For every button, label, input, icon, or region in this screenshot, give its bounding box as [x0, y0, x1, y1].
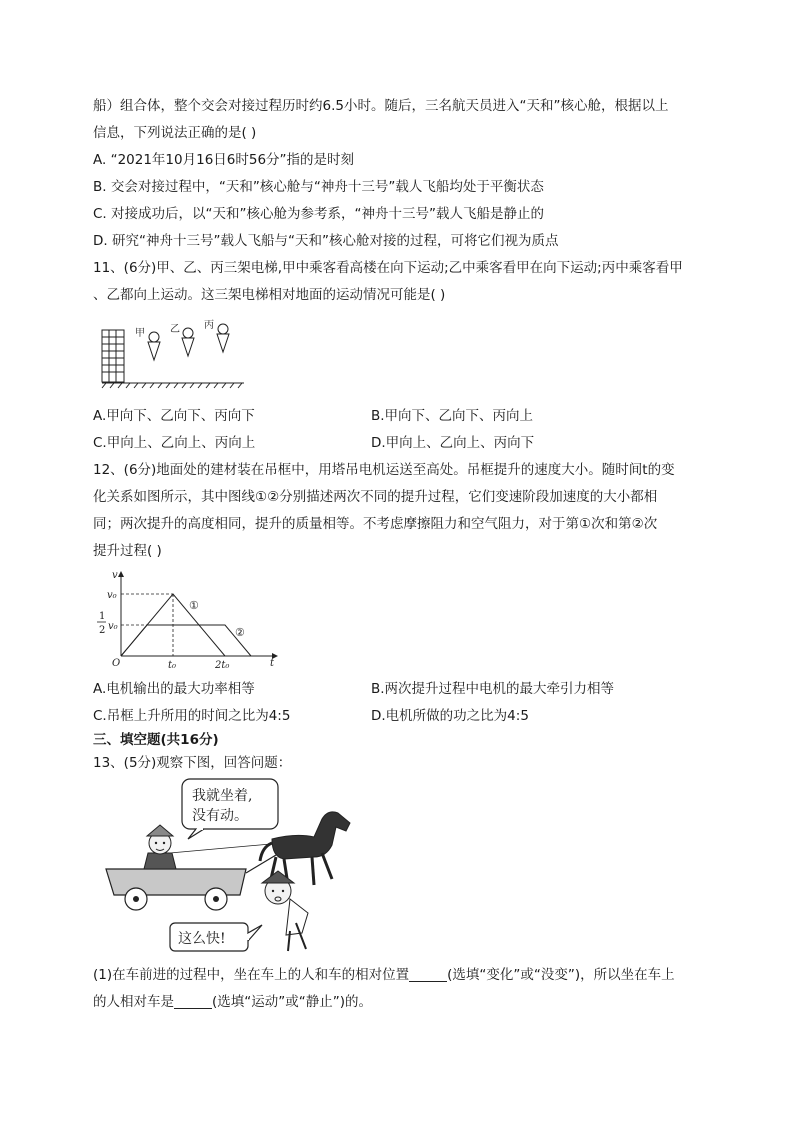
q12-option-a: A.电机输出的最大功率相等	[93, 681, 255, 697]
bubble-top-line1: 我就坐着,	[192, 788, 253, 804]
q11-stem-line2: 、乙都向上运动。这三架电梯相对地面的运动情况可能是( )	[93, 287, 446, 303]
q13-cartoon	[100, 773, 360, 958]
q10-option-b: B. 交会对接过程中，“天和”核心舱与“神舟十三号”载人飞船均处于平衡状态	[93, 179, 544, 195]
curve-2-label: ②	[235, 626, 245, 639]
label-yi: 乙	[170, 324, 180, 335]
q12-stem-line3: 同；两次提升的高度相同，提升的质量相等。不考虑摩擦阻力和空气阻力，对于第①次和第②次	[93, 516, 658, 532]
half-denominator: 2	[99, 625, 106, 636]
bubble-bottom-text: 这么快!	[178, 931, 226, 947]
q10-option-d: D. 研究“神舟十三号”载人飞船与“天和”核心舱对接的过程，可将它们视为质点	[93, 233, 559, 249]
q12-stem-line2: 化关系如图所示，其中图线①②分别描述两次不同的提升过程，它们变速阶段加速度的大小都相	[93, 489, 658, 505]
t-axis-label: t	[270, 658, 275, 669]
building-grid	[102, 330, 124, 382]
q12-option-c: C.吊框上升所用的时间之比为4:5	[93, 708, 291, 724]
q11-option-c: C.甲向上、乙向上、丙向上	[93, 435, 256, 451]
elevator-yi	[182, 328, 194, 356]
q13-stem: 13、(5分)观察下图，回答问题：	[93, 755, 292, 771]
t0-label: t₀	[168, 660, 177, 670]
q12-stem-line1: 12、(6分)地面处的建材装在吊框中，用塔吊电机运送至高处。吊框提升的速度大小。随时间t的变	[93, 462, 675, 478]
q11-elevator-figure	[98, 318, 248, 390]
q12-option-b: B.两次提升过程中电机的最大牵引力相等	[371, 681, 615, 697]
v-axis-label: v	[112, 570, 118, 581]
curve-1-label: ①	[189, 599, 199, 612]
answer-blank-1[interactable]	[409, 967, 447, 982]
q12-option-d: D.电机所做的功之比为4:5	[371, 708, 529, 724]
half-numerator: 1	[99, 611, 106, 622]
q12-stem-line4: 提升过程( )	[93, 543, 162, 559]
q10-stem-line1: 船）组合体，整个交会对接过程历时约6.5小时。随后，三名航天员进入“天和”核心舱，根据以上	[93, 98, 669, 114]
q13-sub2-part-a: 的人相对车是	[93, 994, 174, 1010]
q11-option-b: B.甲向下、乙向下、丙向上	[371, 408, 534, 424]
q12-vt-graph	[95, 566, 285, 670]
q13-sub1-part-b: (选填“变化”或“没变”)，所以坐在车上	[447, 967, 675, 983]
q10-option-c: C. 对接成功后，以“天和”核心舱为参考系，“神舟十三号”载人飞船是静止的	[93, 206, 544, 222]
bubble-top-line2: 没有动。	[192, 808, 248, 824]
elevator-bing	[217, 324, 229, 352]
v0-label: v₀	[107, 590, 117, 601]
q10-stem-line2: 信息，下列说法正确的是( )	[93, 125, 257, 141]
q11-option-d: D.甲向上、乙向上、丙向下	[371, 435, 535, 451]
curve-2	[121, 625, 251, 656]
label-jia: 甲	[135, 328, 145, 339]
q13-sub1-part-a: (1)在车前进的过程中，坐在车上的人和车的相对位置	[93, 967, 410, 983]
2t0-label: 2t₀	[215, 660, 230, 670]
walking-man	[262, 871, 308, 951]
cart	[106, 869, 246, 910]
q13-sub2-part-b: (选填“运动”或“静止”)的。	[212, 994, 373, 1010]
q13-sub2	[93, 993, 372, 1011]
q11-option-a: A.甲向下、乙向下、丙向下	[93, 408, 255, 424]
half-v0-label: v₀	[108, 621, 118, 632]
q11-stem-line1: 11、(6分)甲、乙、丙三架电梯,甲中乘客看高楼在向下运动;乙中乘客看甲在向下运动;丙中乘客看甲	[93, 260, 683, 276]
q10-option-a: A. “2021年10月16日6时56分”指的是时刻	[93, 152, 355, 168]
section-title: 三、填空题(共16分)	[93, 732, 219, 748]
elevator-jia	[148, 332, 160, 360]
ground-line	[102, 383, 244, 388]
q13-sub1	[93, 966, 675, 984]
origin-label: O	[112, 658, 121, 669]
label-bing: 丙	[204, 320, 214, 331]
answer-blank-2[interactable]	[174, 994, 212, 1009]
seated-man	[144, 825, 176, 869]
